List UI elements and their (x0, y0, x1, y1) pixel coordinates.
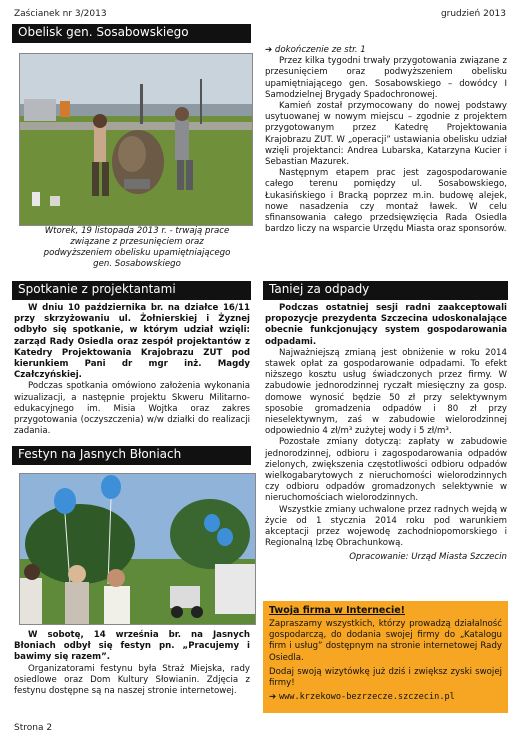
obelisk-photo (19, 53, 253, 226)
firma-slogan: Dodaj swoją wizytówkę już dziś i zwiększ zyski swojej firmy! (269, 666, 502, 689)
firma-link[interactable]: www.krzekowo-bezrzecze.szczecin.pl (278, 692, 455, 703)
obelisk-paragraph: Kamień został przymocowany do nowej podstawy usytuowanej w nowym miejscu – zgodnie z projektem przygotowanym przez Katedrę Projektowania Krajobrazu ZUT. W „operacji” ustawiania obelisku udział wzięli projektanci: Andrea Lubarska, Katarzyna Kucier i Sebastian Mazurek. (265, 101, 507, 168)
section-title-projektanci: Spotkanie z projektantami (12, 281, 251, 298)
arrow-right-icon: ➔ (269, 692, 277, 703)
section-title-festyn: Festyn na Jasnych Błoniach (12, 446, 251, 463)
section-title-odpady: Taniej za odpady (263, 281, 508, 298)
projektanci-lead: W dniu 10 października br. na działce 16/11 przy skrzyżowaniu ul. Żołnierskiej i Żyznej odbyło się spotkanie, w którym udział wzięli: zarząd Rady Osiedla oraz zespół projektantów z Katedry Projektowania Krajobrazu ZUT pod kierunkiem Pani dr mgr inż. Magdy Czałczyńskiej. (14, 303, 250, 381)
firma-link-row[interactable] (269, 692, 502, 703)
odpady-signature: Opracowanie: Urząd Miasta Szczecin (349, 552, 507, 563)
festyn-article (14, 630, 250, 697)
obelisk-photo-caption: Wtorek, 19 listopada 2013 r. - trwają prace związane z przesunięciem oraz podwyższeniem obelisku upamiętniającego gen. Sosabowskiego (43, 226, 231, 269)
firma-promo-box (263, 601, 508, 713)
section-rule (12, 41, 251, 43)
obelisk-paragraph: Przez kilka tygodni trwały przygotowania związane z przesunięciem oraz podwyższeniem obelisku upamiętniającego gen. Sosabowskiego – dowódcy I Samodzielnej Brygady Spadochronowej. (265, 56, 507, 100)
firma-body: Zapraszamy wszystkich, którzy prowadzą działalność gospodarczą, do dodania swojej firmy do „Katalogu firm i usług” dostępnym na stronie internetowej Rady Osiedla. (269, 619, 502, 663)
firma-title: Twoja firma w Internecie! (269, 605, 405, 616)
section-rule (12, 463, 251, 465)
odpady-paragraph: Pozostałe zmiany dotyczą: zapłaty w zabudowie jednorodzinnej, odbioru i zagospodarowania odpadów zielonych, zwiększenia częstotliwości odbioru odpadów wielkogabarytowych z nieruchomości wielorodzinnych czy odbioru odpadów gromadzonych selektywnie w nieruchomościach wielorodzinnych. (265, 437, 507, 504)
section-rule (12, 298, 251, 300)
obelisk-article (265, 45, 507, 235)
obelisk-paragraph: Następnym etapem prac jest zagospodarowanie całego terenu pomiędzy ul. Sosabowskiego, Łukasińskiego i Bracką poprzez m.in. budowę alejek, nowe nasadzenia czy montaż ławek. W celu sfinansowania całego przedsięwzięcia Rada Osiedla bardzo liczy na wsparcie Urzędu Miasta oraz sponsorów. (265, 168, 507, 235)
odpady-lead: Podczas ostatniej sesji radni zaakceptowali propozycje prezydenta Szczecina udoskonalające obecnie funkcjonujący system gospodarowania odpadami. (265, 303, 507, 347)
festyn-lead: W sobotę, 14 września br. na Jasnych Błoniach odbył się festyn pn. „Pracujemy i bawimy się razem”. (14, 630, 250, 663)
issue-number: Zaścianek nr 3/2013 (14, 9, 107, 19)
festyn-body: Organizatorami festynu była Straż Miejska, rady osiedlowe oraz Dom Kultury Słowianin. Zdjęcia z festynu dostępne są na naszej stronie internetowej. (14, 663, 250, 697)
section-title-obelisk: Obelisk gen. Sosabowskiego (12, 24, 251, 41)
projektanci-body: Podczas spotkania omówiono założenia wykonania wizualizacji, a następnie projektu Skweru Militarno-edukacyjnego im. Misia Wojtka oraz zakres przygotowania (oczyszczenia) w/w działki do realizacji zadania. (14, 381, 250, 437)
continuation-note: ➔ dokończenie ze str. 1 (265, 45, 366, 55)
page-number: Strona 2 (14, 723, 53, 733)
odpady-article (265, 303, 507, 564)
odpady-paragraph: Najważniejszą zmianą jest obniżenie w roku 2014 stawek opłat za gospodarowanie odpadami. To efekt niższego kosztu usług świadczonych przez firmy. W zabudowie jednorodzinnej ryczałt miesięczny za gosp. domowe wynosić będzie 50 zł przy selektywnym sposobie gromadzenia odpadów i 80 zł przy nieselektywnym, zaś w zabudowie wielorodzinnej odpowiednio 4 zł/m³ zużytej wody i 5 zł/m³. (265, 347, 507, 437)
odpady-paragraph: Wszystkie zmiany uchwalone przez radnych wejdą w życie od 1 stycznia 2014 roku pod warunkiem akceptacji przez wojewodę zachodniopomorskiego i Regionalną Izbę Obrachunkową. (265, 504, 507, 549)
section-rule (263, 298, 508, 300)
festyn-photo (19, 473, 256, 625)
projektanci-article (14, 303, 250, 437)
issue-date: grudzień 2013 (440, 9, 506, 19)
